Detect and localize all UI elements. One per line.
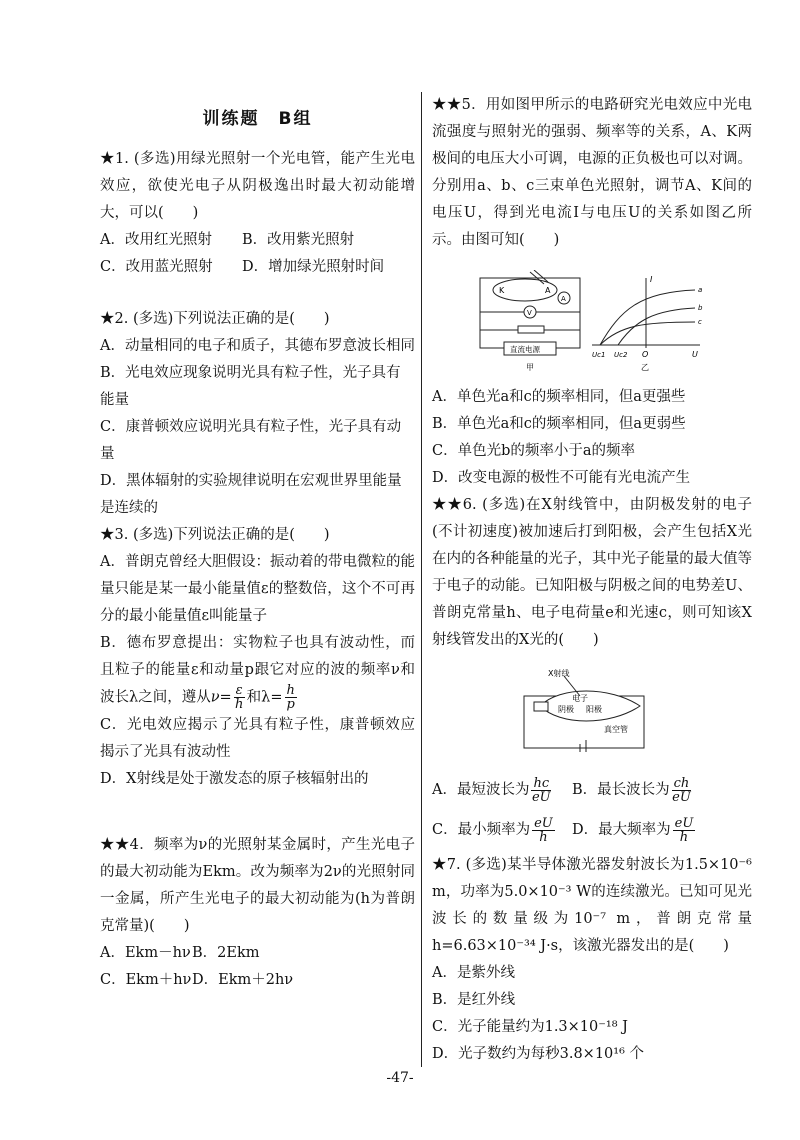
q2-option-b: B．光电效应现象说明光具有粒子性，光子具有能量 [100, 365, 401, 408]
q1-option-d: D．增加绿光照射时间 [242, 259, 385, 275]
label-electron: 电子 [572, 694, 588, 703]
q4-option-c: C．Ekm＋hν [100, 972, 192, 988]
question-4 [100, 832, 415, 994]
question-3 [100, 522, 415, 793]
graph-label-uc1: Uc1 [592, 351, 606, 359]
question-7-stem: ★7. (多选)某半导体激光器发射波长为1.5×10⁻⁶ m，功率为5.0×10⁻³ W的连续激光。已知可见光波长的数量级为10⁻⁷ m，普朗克常量h=6.63×10⁻³⁴ J·s，该激光器发出的是( ) [432, 857, 752, 954]
question-5-options [432, 384, 752, 492]
q5-graph [592, 278, 703, 348]
q6-figure [520, 666, 660, 752]
circuit-label-power: 直流电源 [510, 345, 540, 354]
q2-option-c: C．康普顿效应说明光具有粒子性，光子具有动量 [100, 419, 402, 462]
question-7 [432, 852, 752, 1068]
q1-option-b: B．改用紫光照射 [242, 232, 355, 248]
question-6-options [432, 770, 752, 850]
question-2 [100, 306, 415, 522]
q3-option-b [100, 630, 415, 712]
q1-option-c: C．改用蓝光照射 [100, 259, 213, 275]
curve-b [618, 308, 695, 345]
q5-option-b: B．单色光a和c的频率相同，但a更弱些 [432, 416, 686, 432]
q7-option-b: B．是红外线 [432, 992, 516, 1008]
label-vacuum-tube: 真空管 [604, 725, 628, 734]
q3-option-d: D．X射线是处于激发态的原子核辐射出的 [100, 770, 369, 787]
q3-nu-eq: ν= [210, 689, 232, 706]
q3-option-a: A．普朗克曾经大胆假设：振动着的带电微粒的能量只能是某一最小能量值ε的整数倍，这个不可再分的最小能量值ε叫能量子 [100, 554, 415, 624]
graph-label-i: I [650, 275, 653, 284]
curve-c [600, 322, 695, 345]
question-5 [432, 92, 752, 254]
q5-option-d: D．改变电源的极性不可能有光电流产生 [432, 470, 691, 486]
q3-and: 和λ= [246, 689, 283, 706]
circuit-label-a: A [545, 286, 551, 295]
q3-option-b-text: B．德布罗意提出：实物粒子也具有波动性，而且粒子的能量ε和动量p跟它对应的波的频率ν和波长λ之间，遵从 [100, 635, 415, 706]
q7-option-d: D．光子数约为每秒3.8×10¹⁶ 个 [432, 1046, 645, 1062]
circuit-label-v: V [527, 309, 532, 317]
label-anode: 阳极 [586, 705, 602, 714]
question-3-stem: ★3. (多选)下列说法正确的是( ) [100, 527, 330, 543]
figure-label-yi: 乙 [641, 363, 649, 372]
label-xray: X射线 [548, 669, 570, 678]
q6-option-a: A．最短波长为 $\frac{hc}{eU}$ [432, 775, 551, 805]
circuit-label-k: K [499, 286, 505, 295]
q3-option-c: C．光电效应揭示了光具有粒子性，康普顿效应揭示了光具有波动性 [100, 716, 415, 760]
graph-label-u: U [692, 350, 698, 359]
q5-figure [470, 270, 720, 380]
question-6 [432, 492, 752, 654]
q6-option-b: B．最长波长为 $\frac{ch}{eU}$ [572, 775, 691, 805]
cathode-block [534, 702, 548, 711]
page-number: -47- [386, 1070, 414, 1086]
q6-option-d: D．最大频率为 $\frac{eU}{h}$ [572, 815, 694, 845]
curve-a [600, 290, 695, 345]
question-4-stem: ★★4．频率为ν的光照射某金属时，产生光电子的最大初动能为Ekm。改为频率为2ν的光照射同一金属，所产生光电子的最大初动能为(h为普朗克常量)( ) [100, 837, 415, 934]
q3-frac-epsilon-h: $\frac{\varepsilon}{h}$ [234, 683, 244, 712]
q2-option-d: D．黑体辐射的实验规律说明在宏观世界里能量是连续的 [100, 473, 402, 516]
graph-label-b: b [698, 304, 703, 312]
q1-option-a: A．改用红光照射 [100, 232, 212, 248]
graph-label-a: a [698, 286, 703, 294]
question-1 [100, 146, 415, 281]
q4-option-b: B．2Ekm [192, 945, 260, 961]
q4-option-a: A．Ekm－hν [100, 945, 191, 961]
graph-label-c: c [698, 318, 702, 326]
q4-option-d: D．Ekm＋2hν [192, 972, 294, 988]
q2-option-a: A．动量相同的电子和质子，其德布罗意波长相同 [100, 338, 415, 354]
q5-option-c: C．单色光b的频率小于a的频率 [432, 443, 636, 459]
page-title: 训练题 B组 [202, 109, 313, 129]
figure-label-jia: 甲 [526, 363, 534, 372]
question-5-stem: ★★5．用如图甲所示的电路研究光电效应中光电流强度与照射光的强弱、频率等的关系，A、K两极间的电压大小可调，电源的正负极也可以对调。分别用a、b、c三束单色光照射，调节A、K间的电压U，得到光电流I与电压U的关系如图乙所示。由图可知( ) [432, 97, 752, 248]
q7-option-a: A．是紫外线 [432, 965, 515, 981]
column-divider [421, 92, 422, 1067]
question-2-stem: ★2. (多选)下列说法正确的是( ) [100, 311, 330, 327]
graph-label-o: O [642, 350, 649, 359]
rheostat [518, 326, 544, 333]
label-cathode: 阴极 [558, 705, 574, 714]
question-6-stem: ★★6. (多选)在X射线管中，由阴极发射的电子(不计初速度)被加速后打到阳极，会产生包括X光在内的各种能量的光子，其中光子能量的最大值等于电子的动能。已知阳极与阴极之间的电势差U、普朗克常量h、电子电荷量e和光速c，则可知该X射线管发出的X光的( ) [432, 497, 752, 648]
q3-frac-h-p: $\frac{h}{p}$ [286, 683, 295, 712]
circuit-label-ammeter: A [561, 295, 566, 303]
q7-option-c: C．光子能量约为1.3×10⁻¹⁸ J [432, 1019, 628, 1035]
question-1-stem: ★1. (多选)用绿光照射一个光电管，能产生光电效应，欲使光电子从阴极逸出时最大初动能增大，可以( ) [100, 151, 415, 221]
q5-option-a: A．单色光a和c的频率相同，但a更强些 [432, 389, 686, 405]
q6-option-c: C．最小频率为 $\frac{eU}{h}$ [432, 815, 553, 845]
graph-label-uc2: Uc2 [614, 351, 628, 359]
